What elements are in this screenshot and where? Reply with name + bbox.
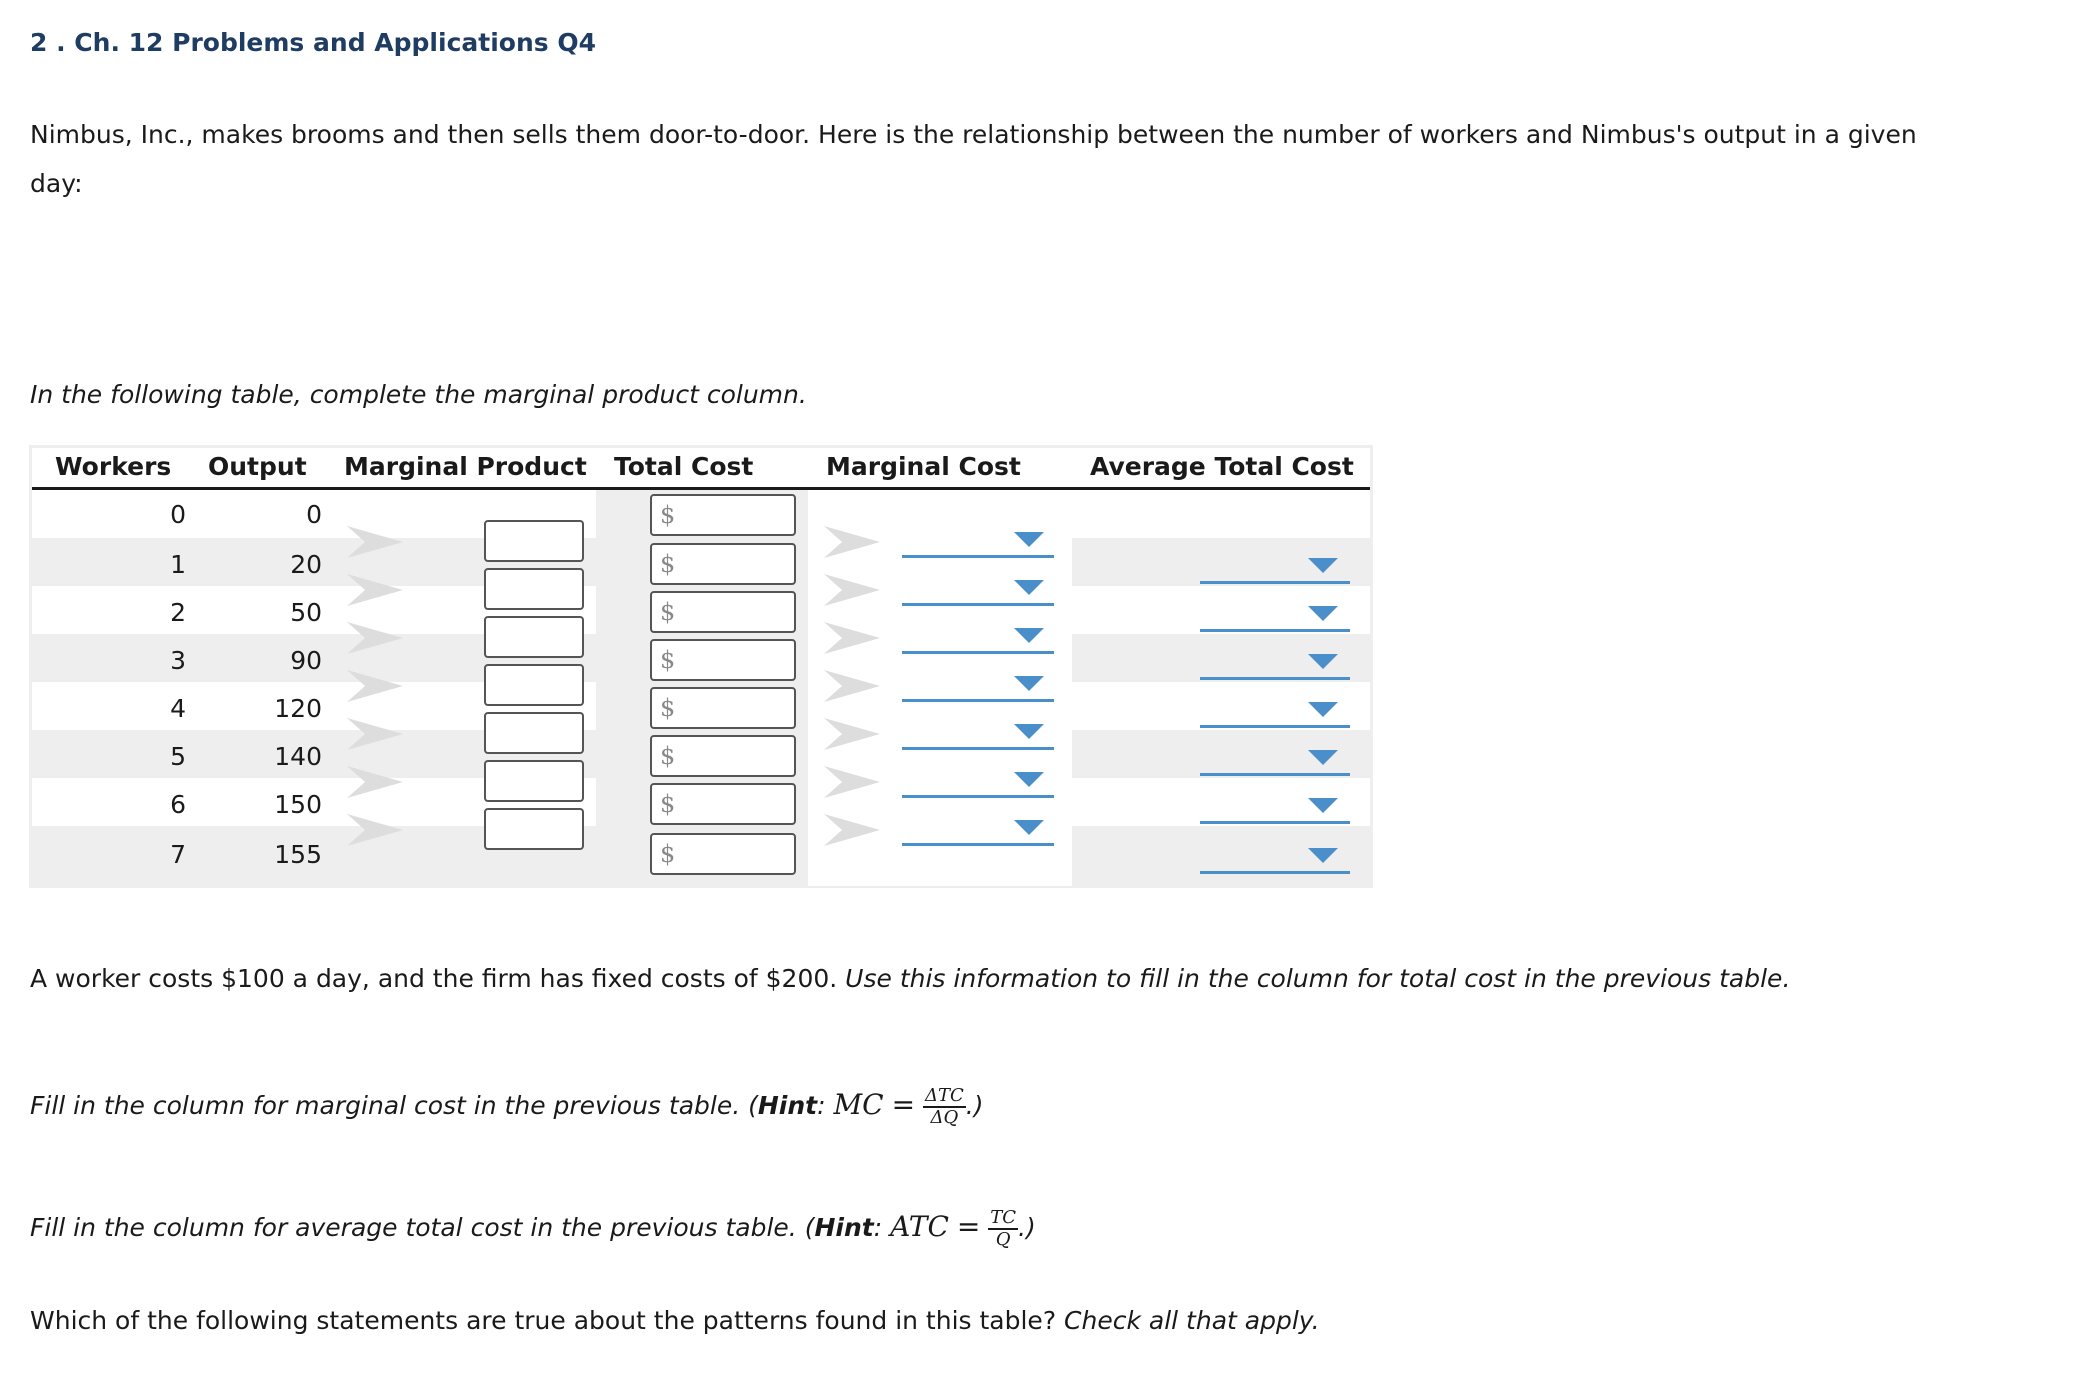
atc-hint-prefix: Fill in the column for average total cost in the previous table. ( (30, 1213, 815, 1242)
average-total-cost-dropdown[interactable] (1200, 796, 1350, 824)
header-marginal-cost: Marginal Cost (826, 452, 1021, 481)
workers-cell: 1 (170, 550, 186, 579)
dropdown-underline (902, 651, 1054, 654)
chevron-right-icon (345, 666, 405, 706)
dropdown-arrow-icon (1308, 702, 1338, 717)
output-cell: 120 (274, 694, 322, 723)
chevron-right-icon (345, 618, 405, 658)
patterns-instruction: Check all that apply. (1064, 1306, 1320, 1335)
workers-cell: 0 (170, 500, 186, 529)
header-rule (32, 487, 1370, 490)
output-cell: 0 (306, 500, 322, 529)
total-cost-input[interactable]: $ (650, 833, 796, 875)
dropdown-underline (902, 843, 1054, 846)
dropdown-underline (1200, 871, 1350, 874)
dropdown-arrow-icon (1308, 654, 1338, 669)
total-cost-input[interactable]: $ (650, 543, 796, 585)
marginal-cost-dropdown[interactable] (902, 578, 1054, 606)
total-cost-input[interactable]: $ (650, 783, 796, 825)
marginal-product-input[interactable] (484, 760, 584, 802)
average-total-cost-dropdown[interactable] (1200, 604, 1350, 632)
dropdown-underline (1200, 725, 1350, 728)
chevron-right-icon (822, 810, 882, 850)
workers-cell: 4 (170, 694, 186, 723)
question-title: 2 . Ch. 12 Problems and Applications Q4 (30, 28, 596, 57)
atc-hint (30, 1202, 1036, 1253)
marginal-cost-dropdown[interactable] (902, 722, 1054, 750)
mc-hint-word: Hint (757, 1091, 818, 1120)
total-cost-input[interactable]: $ (650, 494, 796, 536)
atc-numerator: TC (990, 1207, 1017, 1228)
mc-hint-colon: : (817, 1091, 826, 1120)
cost-info-instruction: Use this information to fill in the column for total cost in the previous table. (845, 964, 1791, 993)
dropdown-underline (1200, 773, 1350, 776)
mc-formula-lhs: MC (833, 1088, 884, 1121)
dropdown-arrow-icon (1308, 606, 1338, 621)
total-cost-input[interactable]: $ (650, 687, 796, 729)
dropdown-arrow-icon (1308, 798, 1338, 813)
output-cell: 150 (274, 790, 322, 819)
marginal-cost-dropdown[interactable] (902, 674, 1054, 702)
dropdown-underline (1200, 629, 1350, 632)
workers-cell: 3 (170, 646, 186, 675)
atc-formula-fraction (988, 1208, 1018, 1250)
chevron-right-icon (345, 570, 405, 610)
marginal-cost-dropdown[interactable] (902, 626, 1054, 654)
dropdown-arrow-icon (1308, 848, 1338, 863)
chevron-right-icon (345, 762, 405, 802)
chevron-right-icon (345, 714, 405, 754)
mc-hint-suffix: .) (965, 1091, 984, 1120)
average-total-cost-dropdown[interactable] (1200, 556, 1350, 584)
dropdown-arrow-icon (1014, 532, 1044, 547)
chevron-right-icon (345, 810, 405, 850)
dropdown-underline (902, 555, 1054, 558)
chevron-right-icon (822, 522, 882, 562)
cost-info-text: A worker costs $100 a day, and the firm has fixed costs of $200. (30, 964, 838, 993)
mc-denominator: ΔQ (930, 1107, 959, 1128)
dropdown-underline (902, 603, 1054, 606)
marginal-product-input[interactable] (484, 712, 584, 754)
atc-hint-colon: : (873, 1213, 883, 1242)
average-total-cost-dropdown[interactable] (1200, 846, 1350, 874)
dropdown-underline (1200, 581, 1350, 584)
marginal-product-input[interactable] (484, 520, 584, 562)
mc-hint-prefix: Fill in the column for marginal cost in the previous table. ( (30, 1091, 758, 1120)
mc-hint (30, 1080, 983, 1131)
patterns-question (30, 1306, 1320, 1335)
dropdown-arrow-icon (1014, 772, 1044, 787)
output-cell: 140 (274, 742, 322, 771)
header-total-cost: Total Cost (614, 452, 754, 481)
dropdown-underline (902, 795, 1054, 798)
atc-hint-word: Hint (814, 1213, 874, 1242)
atc-denominator: Q (995, 1229, 1011, 1250)
output-cell: 155 (274, 840, 322, 869)
average-total-cost-dropdown[interactable] (1200, 748, 1350, 776)
atc-formula-eq: = (956, 1210, 981, 1243)
marginal-cost-dropdown[interactable] (902, 818, 1054, 846)
dropdown-arrow-icon (1014, 580, 1044, 595)
dropdown-arrow-icon (1014, 820, 1044, 835)
marginal-product-input[interactable] (484, 664, 584, 706)
dropdown-arrow-icon (1014, 676, 1044, 691)
marginal-product-input[interactable] (484, 808, 584, 850)
marginal-cost-dropdown[interactable] (902, 530, 1054, 558)
workers-cell: 7 (170, 840, 186, 869)
instruction-marginal-product: In the following table, complete the marginal product column. (30, 380, 807, 409)
mc-formula-fraction (923, 1086, 966, 1128)
chevron-right-icon (822, 618, 882, 658)
output-cell: 90 (290, 646, 322, 675)
atc-hint-suffix: .) (1018, 1213, 1036, 1242)
average-total-cost-dropdown[interactable] (1200, 652, 1350, 680)
total-cost-input[interactable]: $ (650, 735, 796, 777)
patterns-question-text: Which of the following statements are true about the patterns found in this table? (30, 1306, 1057, 1335)
dropdown-arrow-icon (1308, 558, 1338, 573)
atc-formula-lhs: ATC (890, 1210, 949, 1243)
dropdown-arrow-icon (1014, 724, 1044, 739)
dropdown-arrow-icon (1308, 750, 1338, 765)
chevron-right-icon (822, 570, 882, 610)
marginal-product-input[interactable] (484, 568, 584, 610)
total-cost-input[interactable]: $ (650, 639, 796, 681)
chevron-right-icon (822, 714, 882, 754)
header-average-total-cost: Average Total Cost (1090, 452, 1354, 481)
dropdown-underline (1200, 821, 1350, 824)
workers-cell: 5 (170, 742, 186, 771)
dropdown-underline (1200, 677, 1350, 680)
marginal-product-input[interactable] (484, 616, 584, 658)
dropdown-underline (902, 699, 1054, 702)
average-total-cost-dropdown[interactable] (1200, 700, 1350, 728)
output-cell: 20 (290, 550, 322, 579)
header-output: Output (208, 452, 307, 481)
workers-cell: 6 (170, 790, 186, 819)
output-cell: 50 (290, 598, 322, 627)
dropdown-underline (902, 747, 1054, 750)
mc-numerator: ΔTC (924, 1085, 964, 1106)
cost-info (30, 964, 1790, 993)
marginal-cost-dropdown[interactable] (902, 770, 1054, 798)
mc-formula-eq: = (891, 1088, 916, 1121)
dropdown-arrow-icon (1014, 628, 1044, 643)
question-intro: Nimbus, Inc., makes brooms and then sells them door-to-door. Here is the relationship between the number of workers and Nimbus's output in a given day: (30, 120, 1917, 198)
total-cost-input[interactable]: $ (650, 591, 796, 633)
chevron-right-icon (822, 666, 882, 706)
header-workers: Workers (55, 452, 172, 481)
header-marginal-product: Marginal Product (344, 452, 587, 481)
chevron-right-icon (345, 522, 405, 562)
workers-cell: 2 (170, 598, 186, 627)
chevron-right-icon (822, 762, 882, 802)
